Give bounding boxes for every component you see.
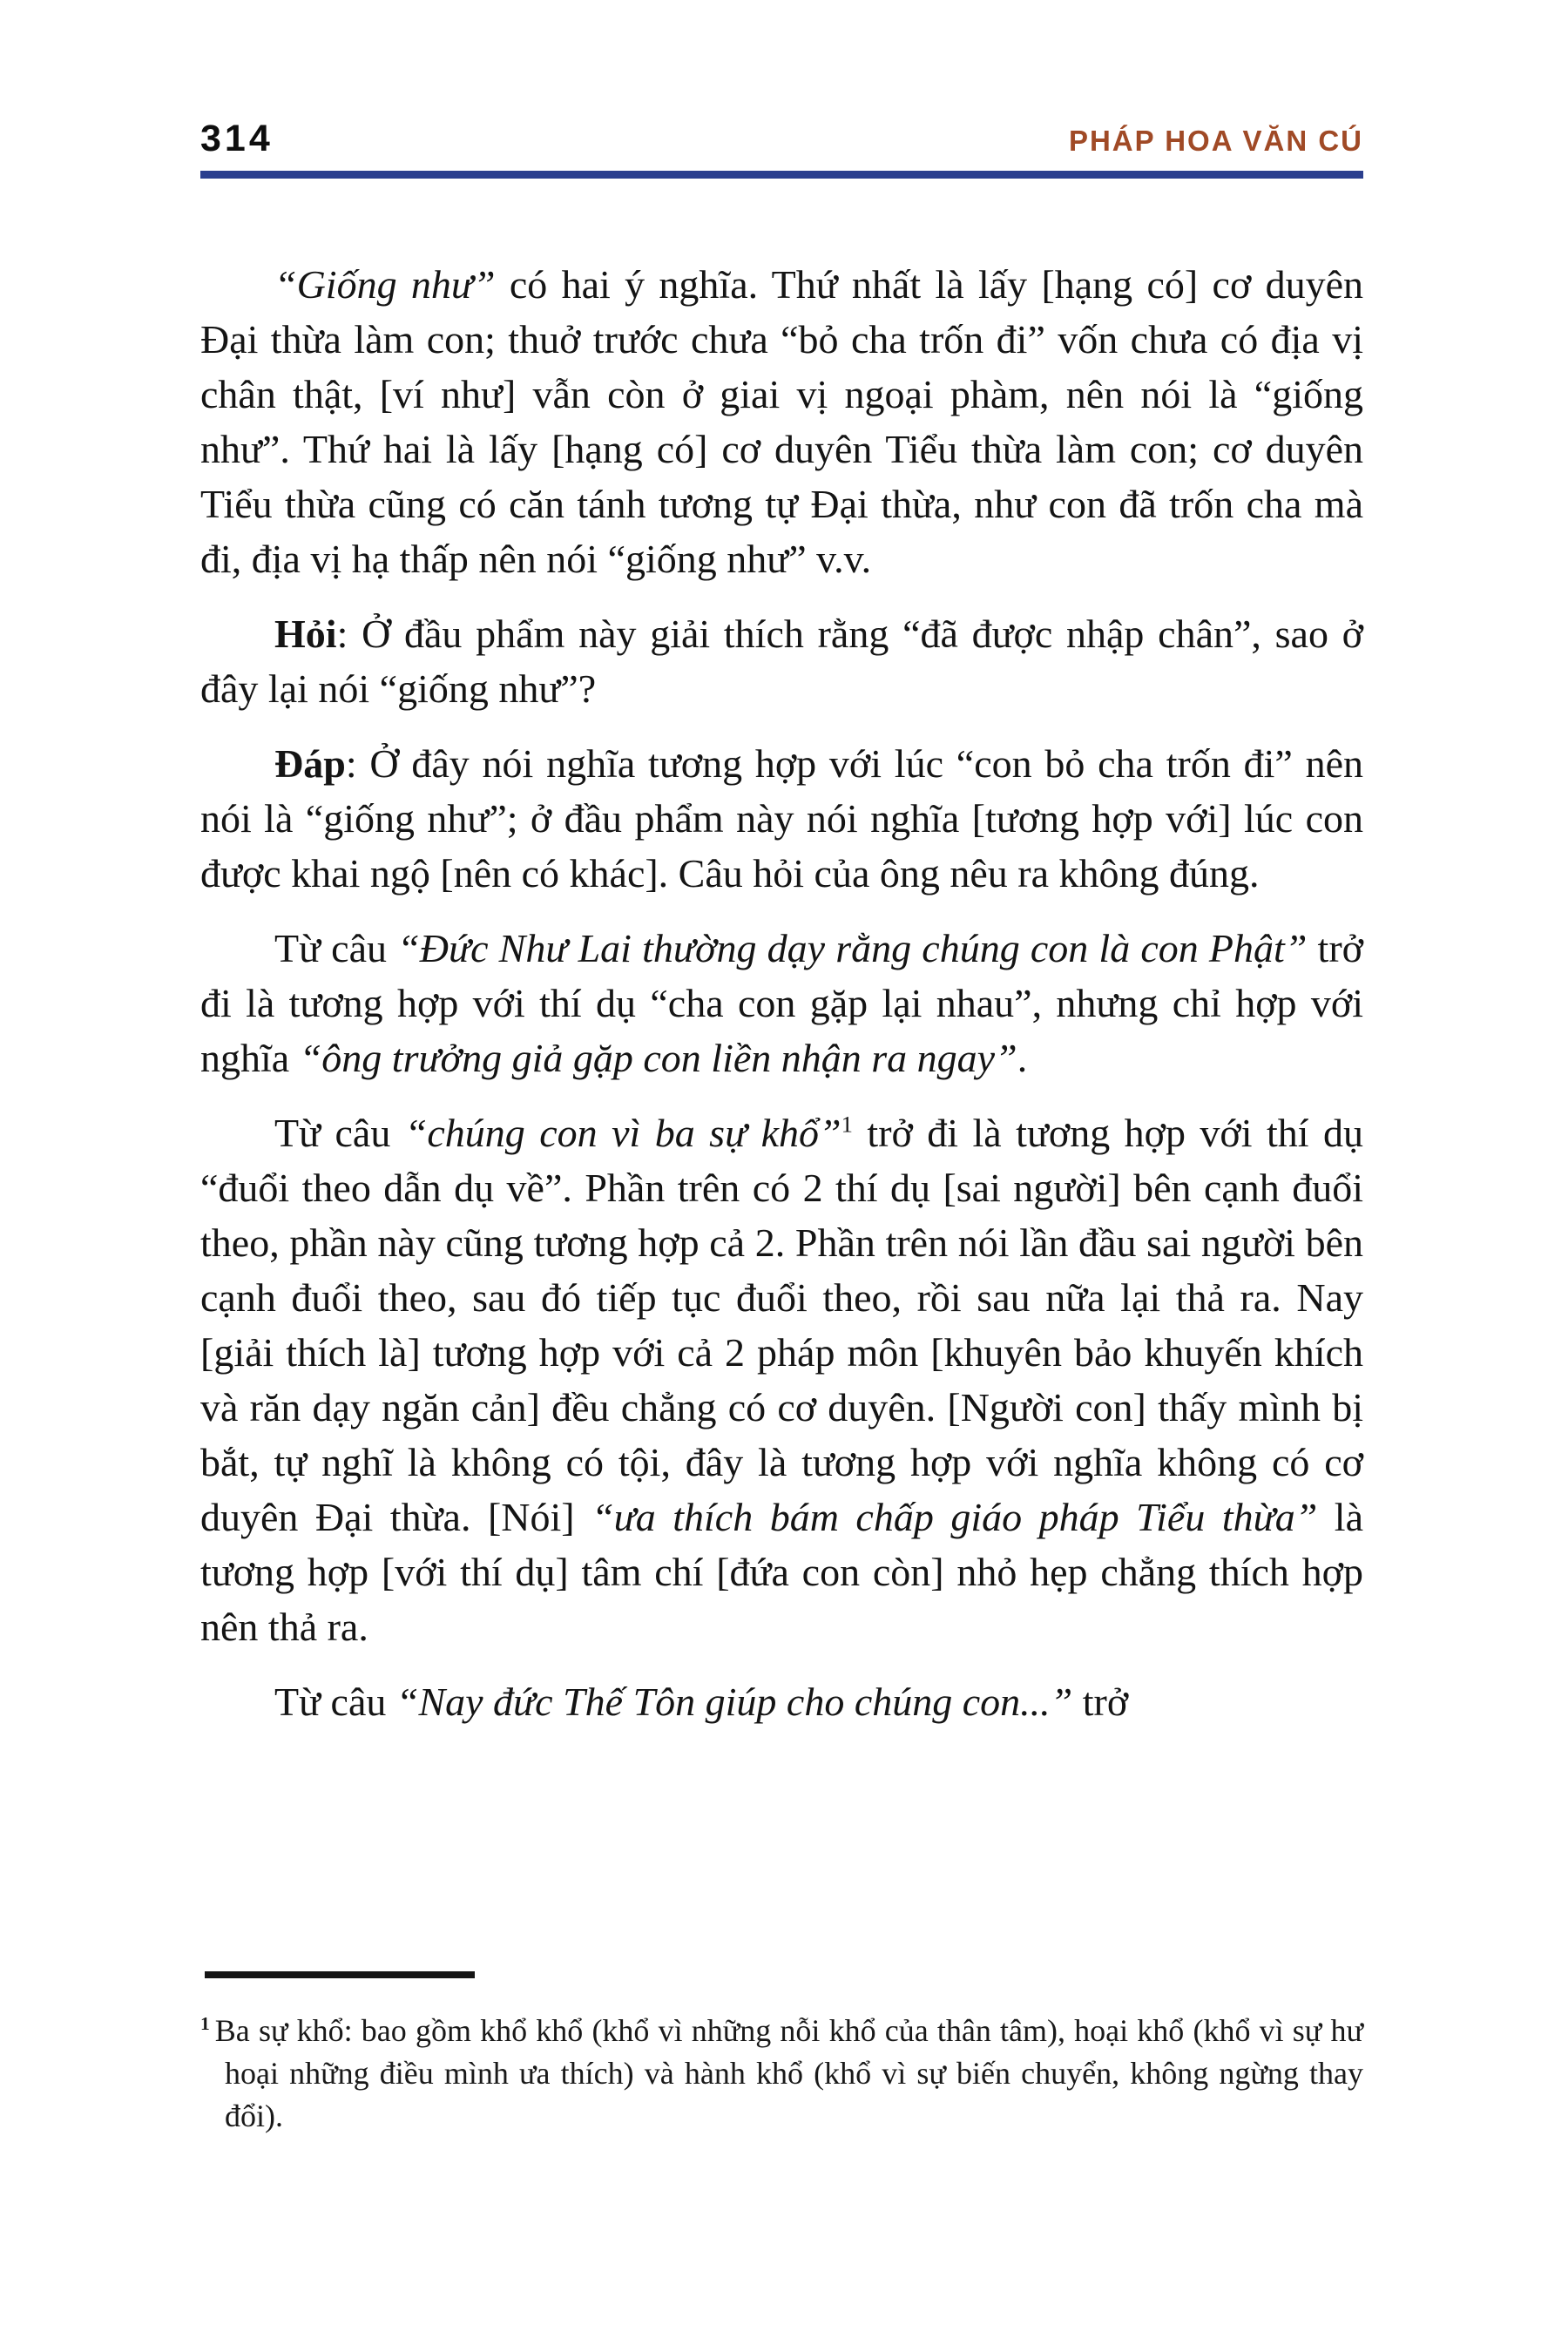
- body-paragraphs: [200, 257, 1363, 1729]
- footnote-block: [200, 1936, 1363, 2169]
- page-number: 314: [200, 118, 274, 159]
- paragraph: Từ câu “Đức Như Lai thường dạy rằng chúng con là con Phật” trở đi là tương hợp với thí dụ “cha con gặp lại nhau”, nhưng chỉ hợp với nghĩa “ông trưởng giả gặp con liền nhận ra ngay”.: [200, 926, 1363, 1080]
- footnote-marker: 1: [200, 2013, 210, 2034]
- running-header: [200, 120, 1363, 158]
- paragraph: Từ câu “Nay đức Thế Tôn giúp cho chúng con...” trở: [274, 1680, 1129, 1724]
- footnote-separator: [205, 1971, 475, 1978]
- header-rule: [200, 171, 1363, 179]
- paragraph: Từ câu “chúng con vì ba sự khổ”$^1$ trở đi là tương hợp với thí dụ “đuổi theo dẫn dụ về”. Phần trên có 2 thí dụ [sai người] bên cạnh đuổi theo, phần này cũng tương hợp cả 2. Phần trên nói lần đầu sai người bên cạnh đuổi theo, sau đó tiếp tục đuổi theo, rồi sau nữa lại thả ra. Nay [giải thích là] tương hợp với cả 2 pháp môn [khuyên bảo khuyến khích và răn dạy ngăn cản] đều chẳng có cơ duyên. [Người con] thấy mình bị bắt, tự nghĩ là không có tội, đây là tương hợp với nghĩa không có cơ duyên Đại thừa. [Nói] “ưa thích bám chấp giáo pháp Tiểu thừa” là tương hợp [với thí dụ] tâm chí [đứa con còn] nhỏ hẹp chẳng thích hợp nên thả ra.: [200, 1111, 1363, 1649]
- book-title: PHÁP HOA VĂN CÚ: [1068, 125, 1363, 157]
- footnote-body: Ba sự khổ: bao gồm khổ khổ (khổ vì những nỗi khổ của thân tâm), hoại khổ (khổ vì sự hư hoại những điều mình ưa thích) và hành khổ (khổ vì sự biến chuyển, không ngừng thay đổi).: [214, 2013, 1363, 2133]
- paragraph: Đáp: Ở đây nói nghĩa tương hợp với lúc “con bỏ cha trốn đi” nên nói là “giống như”; ở đầu phẩm này nói nghĩa [tương hợp với] lúc con được khai ngộ [nên có khác]. Câu hỏi của ông nêu ra không đúng.: [200, 741, 1363, 896]
- paragraph: Hỏi: Ở đầu phẩm này giải thích rằng “đã được nhập chân”, sao ở đây lại nói “giống như”?: [200, 612, 1363, 711]
- footnote-text: [200, 2010, 1363, 2138]
- paragraph: “Giống như” có hai ý nghĩa. Thứ nhất là lấy [hạng có] cơ duyên Đại thừa làm con; thuở trước chưa “bỏ cha trốn đi” vốn chưa có địa vị chân thật, [ví như] vẫn còn ở giai vị ngoại phàm, nên nói là “giống như”. Thứ hai là lấy [hạng có] cơ duyên Tiểu thừa làm con; cơ duyên Tiểu thừa cũng có căn tánh tương tự Đại thừa, như con đã trốn cha mà đi, địa vị hạ thấp nên nói “giống như” v.v.: [200, 262, 1364, 581]
